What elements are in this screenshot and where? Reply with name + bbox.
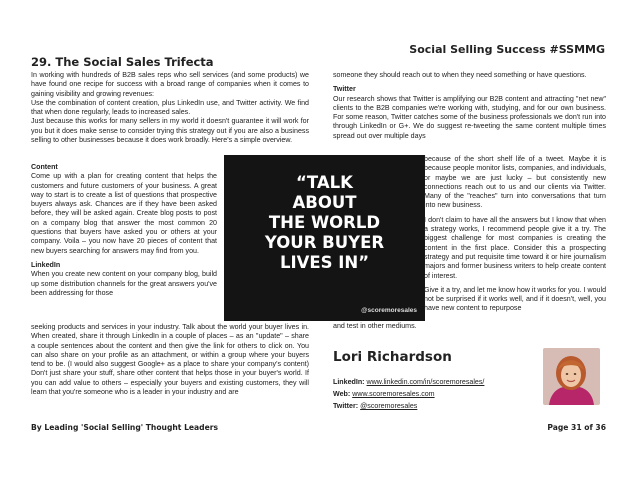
answers-paragraph: I don't claim to have all the answers but I know that when a strategy works, I recommend people give it a try. The biggest challenge for most companies is creating the content in the first place. Consider this a prospecting strategy and put requisite time toward it or hire journalism majors and former business writers to help create content of interest. xyxy=(424,215,606,280)
twitter-label: Twitter: xyxy=(333,402,359,410)
page-header-title: Social Selling Success #SSMMG xyxy=(409,43,605,56)
quote-image xyxy=(224,155,425,321)
continued-paragraph: someone they should reach out to when they need something or have questions. xyxy=(333,71,587,79)
web-link[interactable]: www.scoremoresales.com xyxy=(352,390,435,398)
footer-page-number: Page 31 of 36 xyxy=(547,423,606,432)
right-column-top xyxy=(333,71,606,141)
twitter-paragraph: Our research shows that Twitter is amplifying our B2B content and attracting "net new" clients to the B2B companies we're working with, studying, and for our own business. For some reason, Twitter catches some of the business professionals we don't run into through LinkedIn or G+. We do suggest re-tweeting the same content multiple times spread out over multiple days xyxy=(333,94,606,140)
left-column-bottom xyxy=(31,323,309,397)
quote-line-5: LIVES IN” xyxy=(279,253,370,272)
author-links xyxy=(333,376,484,412)
linkedin-paragraph-start: When you create new content on your company blog, build up some distribution channels for the great answers you've been addressing for those xyxy=(31,270,217,297)
quote-line-4: YOUR BUYER xyxy=(264,233,385,252)
simple-paragraph: Just because this works for many sellers in my world it doesn't guarantee it will work for you but it does make sense to consider trying this strategy out if you are also a business selling to other businesses because it does work broadly. Here's a simple overview. xyxy=(31,117,309,145)
author-name: Lori Richardson xyxy=(333,349,452,365)
linkedin-label: LinkedIn: xyxy=(333,378,365,386)
quote-line-3: THE WORLD xyxy=(268,213,381,232)
intro-paragraph: In working with hundreds of B2B sales reps who sell services (and some products) we have found one recipe for success with a broad range of companies when it comes to gaining visibility and growing revenues: xyxy=(31,71,309,98)
web-label: Web: xyxy=(333,390,351,398)
right-column-wide-end xyxy=(333,322,606,331)
left-column-narrow xyxy=(31,163,217,298)
linkedin-heading: LinkedIn xyxy=(31,260,61,269)
combo-paragraph: Use the combination of content creation, plus LinkedIn use, and Twitter activity. We find that when done regularly, leads to increased sales. xyxy=(31,98,309,117)
content-heading: Content xyxy=(31,163,58,171)
twitter-link[interactable]: @scoremoresales xyxy=(360,402,418,410)
twitter-heading: Twitter xyxy=(333,85,356,94)
quote-line-2: ABOUT xyxy=(292,193,357,212)
linkedin-link[interactable]: www.linkedin.com/in/scoremoresales/ xyxy=(366,378,485,386)
quote-handle: @scoremoresales xyxy=(361,307,417,314)
left-column-top xyxy=(31,71,309,145)
linkedin-paragraph-cont: seeking products and services in your industry. Talk about the world your buyer lives in. When created, share it through LinkedIn in a couple of places – as an "update" – share a couple sentences about the content and then give the link for others to click on. You can also share on your profile as an attachment, or within a group where your buyers tend to be. (I would also suggest Google+ as a place to share your company's content) Don't just share your stuff, share other content that helps those in your buyer's world. If you can add value to others – especially your buyers and existing customers, they will learn that you're someone who is a leader in your industry and are xyxy=(31,323,309,397)
right-column-narrow xyxy=(424,155,606,314)
content-paragraph: Come up with a plan for creating content that helps the customers and future customers of your business. A great way to start is to create a list of questions that prospective buyers always ask. Chances are if they have been asked before, they will be asked again. Create blog posts to post on a company blog that answer the most common 20 questions that buyers have asked you or others at your company. Voila – you now have 20 pieces of content that new buyers searching for answers may find from you. xyxy=(31,172,217,255)
twitter-paragraph-cont: because of the short shelf life of a tweet. Maybe it is because people monitor lists, companies, and individuals, or maybe we are just lucky – but consistently new connections reach out to us and our clients via Twitter. Many of the "reaches" turn into conversations that turn into new business. xyxy=(424,155,606,210)
article-title: 29. The Social Sales Trifecta xyxy=(31,55,214,69)
quote-line-1: “TALK xyxy=(296,173,353,192)
try-paragraph: Give it a try, and let me know how it works for you. I would not be surprised if it works well, and if it doesn't, well, you have new content to repurpose xyxy=(424,285,607,313)
footer-left: By Leading 'Social Selling' Thought Leaders xyxy=(31,423,219,432)
try-paragraph-end: and test in other mediums. xyxy=(333,322,417,330)
author-photo xyxy=(543,348,600,405)
